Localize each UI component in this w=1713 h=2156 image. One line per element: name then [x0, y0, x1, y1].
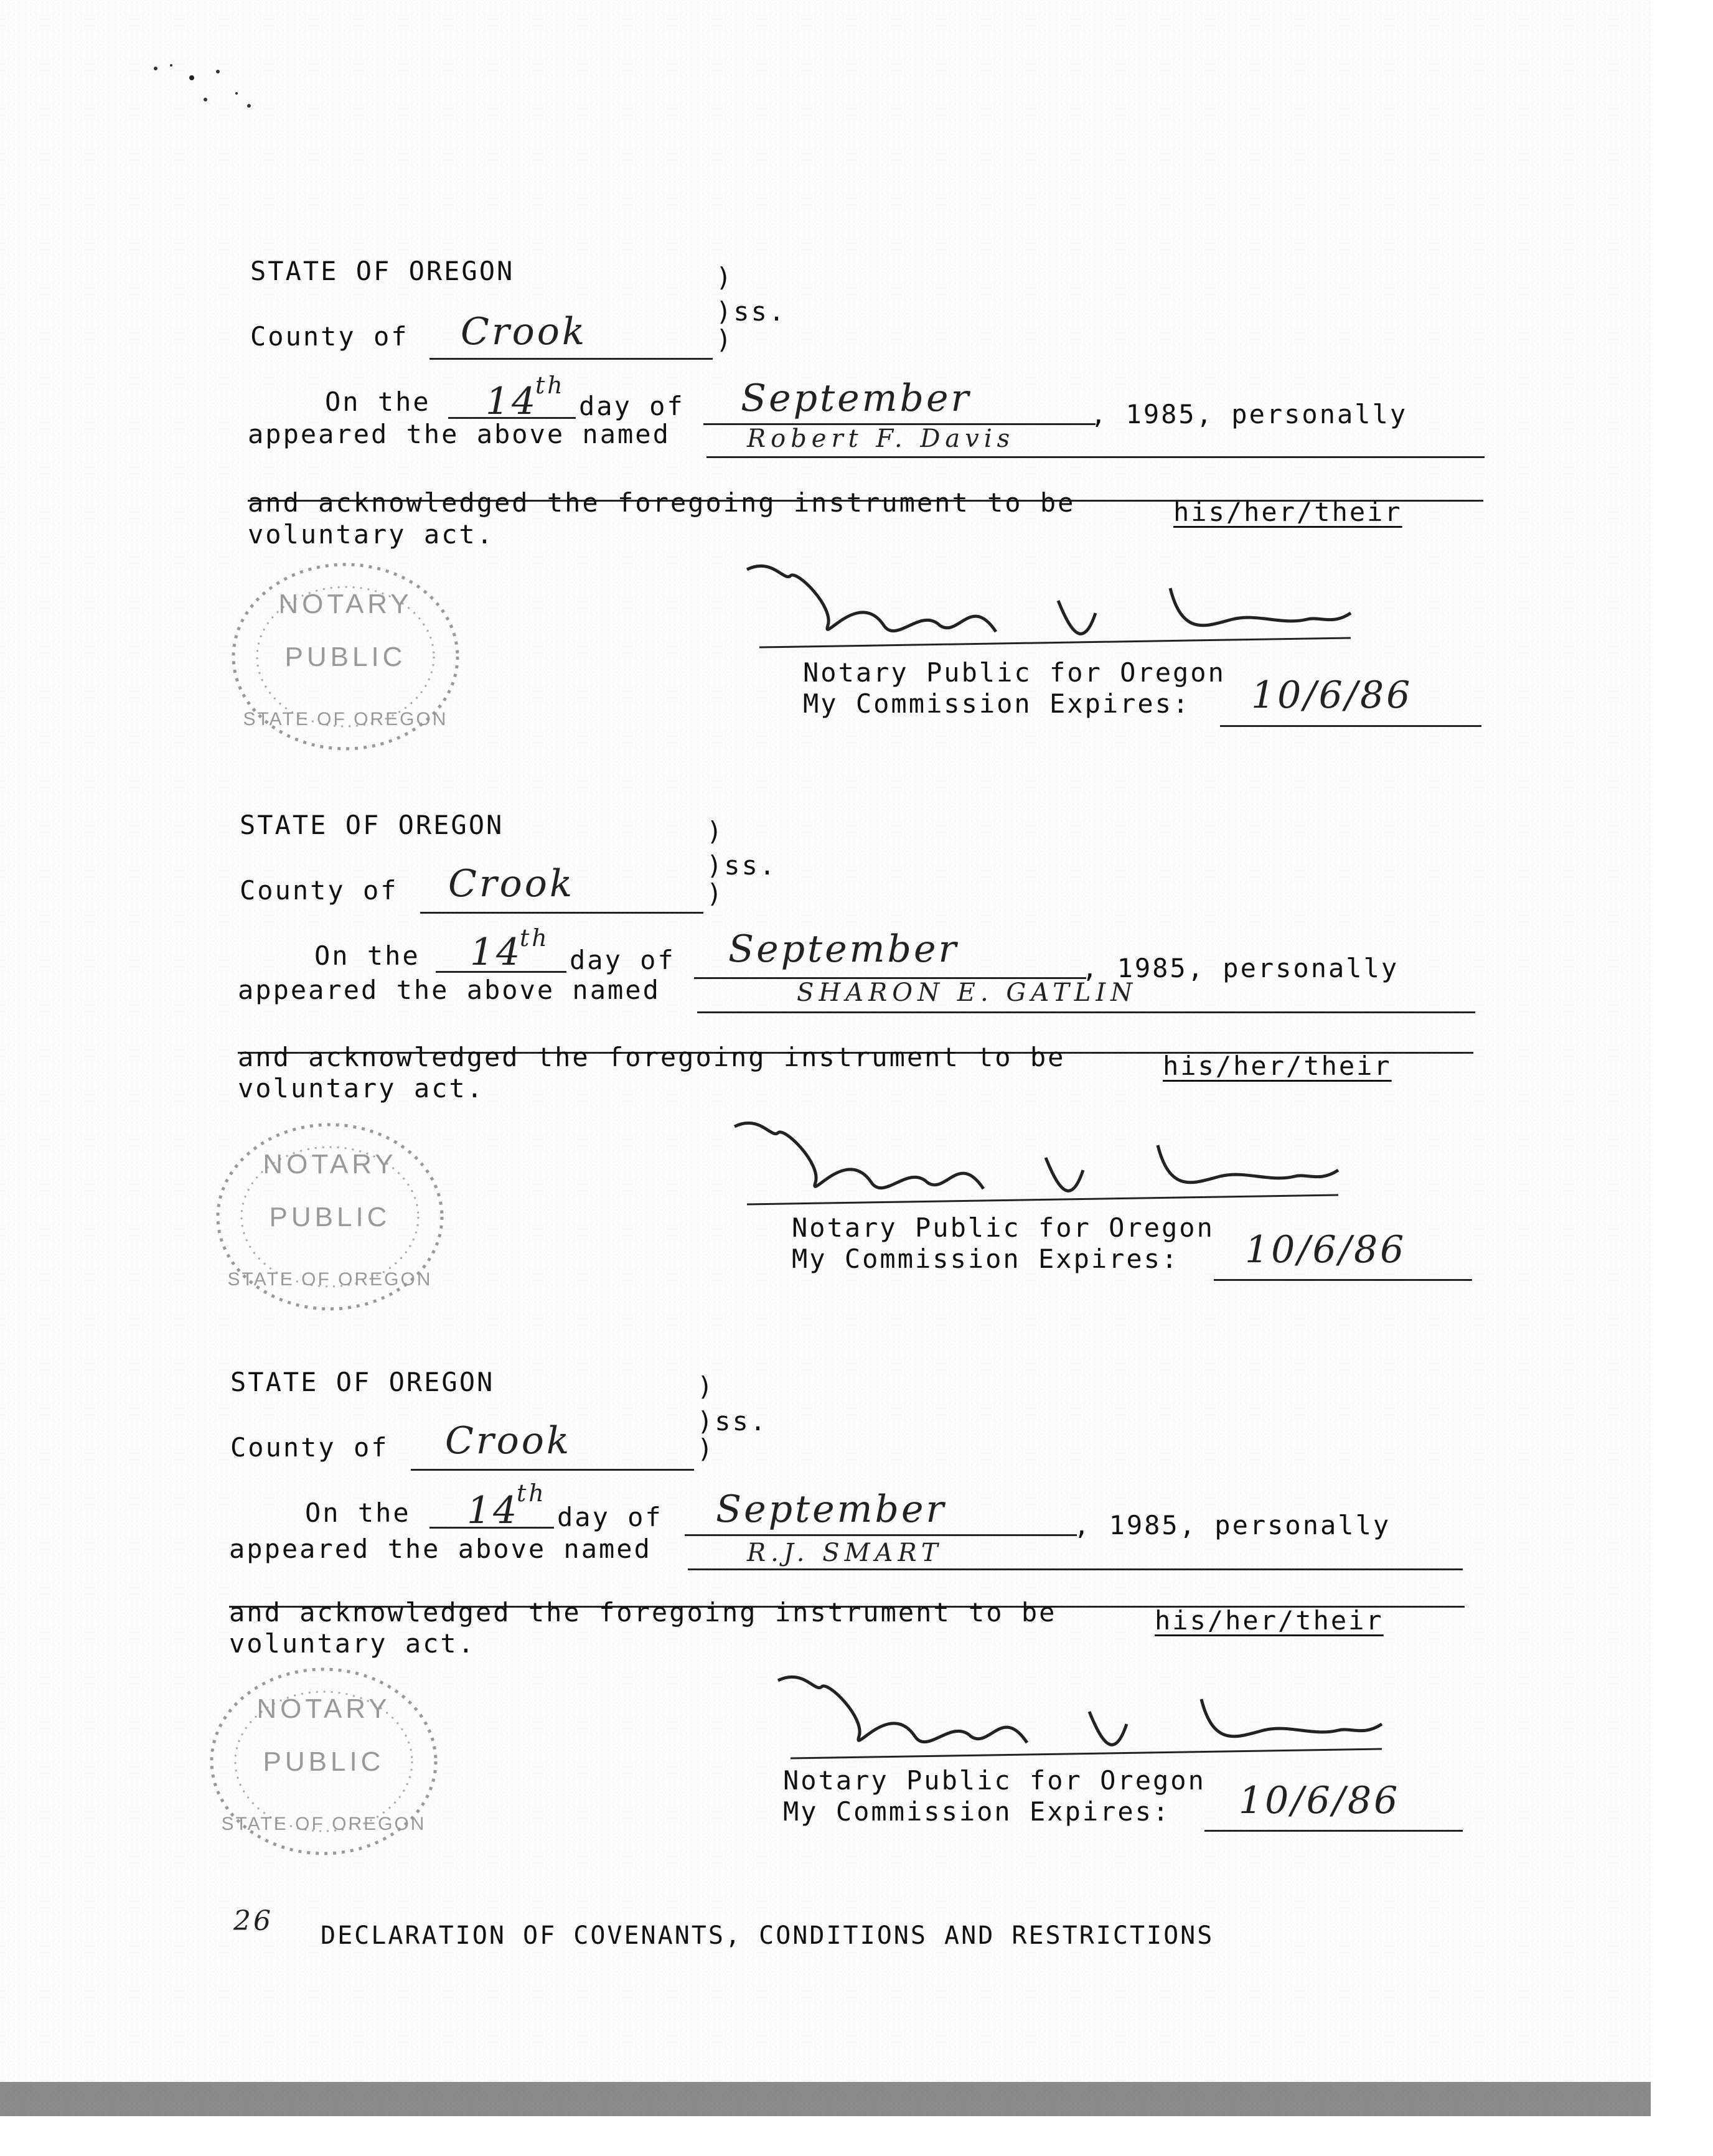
voluntary-text: voluntary act. [238, 1073, 485, 1104]
commission-label: My Commission Expires: [803, 688, 1191, 719]
paren: ) [716, 262, 734, 293]
appeared-name: Robert F. Davis [747, 424, 1015, 453]
notary-block-3 [0, 1360, 1653, 1920]
day-line [436, 971, 566, 973]
name-line [688, 1568, 1463, 1570]
notary-seal [199, 1659, 448, 1864]
notary-block-2 [0, 803, 1653, 1363]
year-text: , 1985, personally [1074, 1510, 1391, 1540]
county-value: Crook [448, 862, 575, 906]
appeared-label: appeared the above named [248, 419, 670, 449]
appeared-name: R.J. SMART [747, 1539, 943, 1567]
day-value: 14 [470, 930, 523, 974]
paren: ) [706, 816, 725, 846]
commission-date: 10/6/86 [1239, 1779, 1401, 1822]
county-value: Crook [445, 1419, 572, 1463]
on-the-label: On the [305, 1497, 411, 1528]
county-label: County of [240, 875, 398, 906]
scan-edge-bottom [0, 2082, 1653, 2116]
notary-signature [722, 1114, 1345, 1220]
month-line [685, 1534, 1077, 1536]
notary-signature [734, 557, 1357, 663]
commission-label: My Commission Expires: [792, 1244, 1180, 1274]
county-line [420, 912, 703, 914]
notary-title: Notary Public for Oregon [792, 1212, 1214, 1243]
day-suffix: th [517, 1479, 547, 1507]
pronoun-choice: his/her/their [1173, 497, 1402, 527]
paren: ) [697, 1433, 715, 1464]
notary-block-1 [0, 246, 1653, 806]
day-value: 14 [467, 1489, 520, 1532]
voluntary-text: voluntary act. [248, 519, 495, 550]
notary-seal [221, 554, 470, 759]
day-value: 14 [486, 380, 538, 423]
day-suffix: th [520, 924, 550, 952]
day-suffix: th [535, 372, 565, 399]
seal-word-2: PUBLIC [269, 1202, 391, 1232]
ss-marker: )ss. [697, 1406, 768, 1437]
footer-title: DECLARATION OF COVENANTS, CONDITIONS AND RESTRICTIONS [321, 1921, 1214, 1950]
seal-word-1: NOTARY [263, 1149, 397, 1179]
month-value: September [728, 927, 959, 971]
seal-word-3: STATE OF OREGON [227, 1269, 433, 1290]
commission-date: 10/6/86 [1245, 1228, 1407, 1272]
month-value: September [741, 377, 972, 420]
notary-title: Notary Public for Oregon [803, 657, 1226, 688]
on-the-label: On the [314, 940, 420, 971]
paren: ) [706, 878, 725, 909]
county-label: County of [230, 1432, 389, 1463]
ss-marker: )ss. [716, 296, 787, 327]
seal-word-2: PUBLIC [263, 1746, 385, 1777]
name-line [706, 456, 1485, 458]
scan-specks [143, 50, 330, 124]
state-heading: STATE OF OREGON [240, 810, 504, 840]
acknowledged-text: and acknowledged the foregoing instrument to be [238, 1042, 1066, 1072]
pronoun-choice: his/her/their [1163, 1051, 1392, 1081]
day-line [429, 1527, 554, 1529]
page-number: 26 [233, 1905, 273, 1937]
seal-word-1: NOTARY [278, 589, 413, 619]
paren: ) [716, 324, 734, 355]
scan-edge-right [1651, 0, 1713, 2156]
day-of-label: day of [579, 391, 685, 421]
year-text: , 1985, personally [1091, 399, 1408, 429]
month-value: September [716, 1488, 947, 1531]
commission-line [1220, 725, 1481, 727]
notary-signature [766, 1668, 1388, 1774]
seal-word-3: STATE OF OREGON [243, 709, 448, 729]
seal-word-3: STATE OF OREGON [221, 1814, 426, 1834]
ss-marker: )ss. [706, 850, 777, 881]
notary-seal [205, 1114, 454, 1319]
acknowledged-text: and acknowledged the foregoing instrument to be [229, 1597, 1057, 1628]
appeared-label: appeared the above named [229, 1534, 652, 1564]
year-text: , 1985, personally [1082, 953, 1399, 983]
state-heading: STATE OF OREGON [250, 256, 515, 286]
seal-word-2: PUBLIC [284, 642, 406, 672]
on-the-label: On the [325, 387, 431, 417]
name-line [697, 1011, 1475, 1013]
acknowledged-text: and acknowledged the foregoing instrument to be [248, 487, 1076, 518]
appeared-name: SHARON E. GATLIN [797, 978, 1138, 1007]
county-line [411, 1469, 694, 1471]
appeared-label: appeared the above named [238, 975, 660, 1005]
commission-date: 10/6/86 [1251, 673, 1413, 717]
commission-line [1214, 1279, 1472, 1281]
county-value: Crook [461, 310, 588, 354]
day-of-label: day of [570, 945, 675, 975]
voluntary-text: voluntary act. [229, 1628, 476, 1659]
state-heading: STATE OF OREGON [230, 1367, 495, 1397]
county-label: County of [250, 321, 409, 352]
notary-title: Notary Public for Oregon [783, 1765, 1206, 1796]
commission-line [1204, 1830, 1463, 1832]
paren: ) [697, 1371, 715, 1402]
day-of-label: day of [557, 1502, 663, 1532]
commission-label: My Commission Expires: [783, 1796, 1171, 1827]
seal-word-1: NOTARY [256, 1694, 391, 1724]
county-line [429, 358, 713, 360]
pronoun-choice: his/her/their [1155, 1605, 1384, 1636]
